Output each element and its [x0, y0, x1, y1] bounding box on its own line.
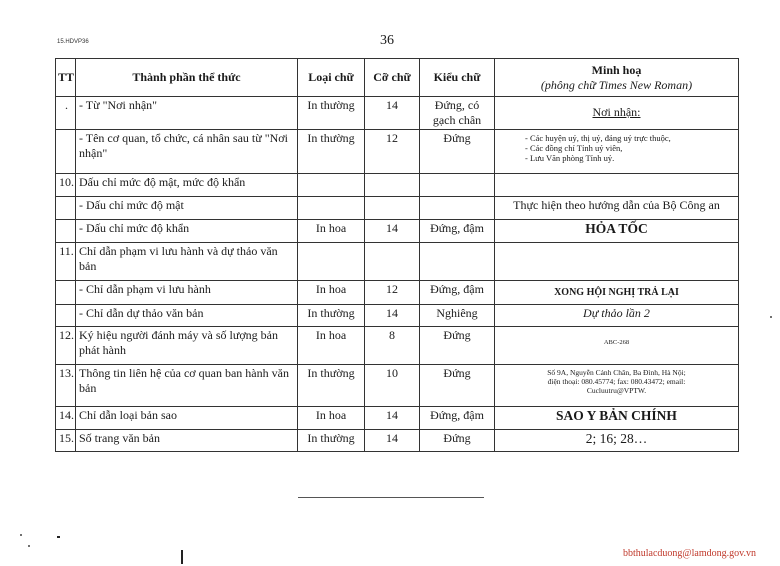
contact-line: Số 9A, Nguyễn Cảnh Chân, Ba Đình, Hà Nội;: [547, 368, 686, 377]
row-font-style: Đứng: [420, 130, 495, 174]
contact-line: Cucluutru@VPTW.: [586, 386, 647, 395]
header-example-subtitle: (phông chữ Times New Roman): [540, 77, 693, 92]
row-component: Chỉ dẫn phạm vi lưu hành và dự thảo văn bản: [76, 243, 298, 281]
draft-example: Dự thảo lần 2: [495, 305, 739, 327]
row-font-type: [298, 243, 365, 281]
row-font-type: In hoa: [298, 281, 365, 305]
row-font-size: 12: [365, 130, 420, 174]
table-row: [56, 97, 739, 130]
row-font-style: Đứng: [420, 327, 495, 365]
header-component: Thành phần thể thức: [76, 59, 298, 97]
row-tt: [56, 220, 76, 243]
row-font-type: [298, 197, 365, 220]
row-font-type: In hoa: [298, 407, 365, 430]
row-component: - Dấu chỉ mức độ khẩn: [76, 220, 298, 243]
typist-code-example: ABC-268: [495, 327, 739, 365]
table-row: [56, 130, 739, 174]
row-font-size: 14: [365, 305, 420, 327]
contact-info-example: [495, 365, 739, 407]
row-font-type: In hoa: [298, 220, 365, 243]
table-row: [56, 281, 739, 305]
contact-line: điện thoại: 080.45774; fax: 080.43472; email:: [547, 377, 686, 386]
row-tt: .: [56, 97, 76, 130]
header-font-type: Loại chữ: [298, 59, 365, 97]
document-code: 15.HDVP36: [57, 39, 89, 45]
row-component: - Tên cơ quan, tổ chức, cá nhân sau từ "Nơi nhận": [76, 130, 298, 174]
scan-dot: [770, 316, 772, 318]
table-row: [56, 220, 739, 243]
table-row: [56, 365, 739, 407]
row-component: Số trang văn bản: [76, 430, 298, 452]
row-tt: [56, 130, 76, 174]
row-font-size: 12: [365, 281, 420, 305]
row-font-size: 14: [365, 220, 420, 243]
noi-nhan-example: Nơi nhận:: [592, 105, 641, 119]
table-row: [56, 197, 739, 220]
row-example: [495, 97, 739, 130]
row-font-type: [298, 174, 365, 197]
page-number: 36: [380, 33, 394, 48]
row-tt: 14.: [56, 407, 76, 430]
table-row: [56, 243, 739, 281]
row-font-style: [420, 174, 495, 197]
row-example: [495, 243, 739, 281]
row-font-style: Đứng, đậm: [420, 407, 495, 430]
row-component: - Chỉ dẫn phạm vi lưu hành: [76, 281, 298, 305]
row-font-type: In thường: [298, 365, 365, 407]
table-header-row: [56, 59, 739, 97]
row-component: Thông tin liên hệ của cơ quan ban hành văn bản: [76, 365, 298, 407]
row-font-style: Đứng, đậm: [420, 281, 495, 305]
recipient-line: - Lưu Văn phòng Tỉnh uỷ.: [525, 153, 615, 163]
row-tt: 11.: [56, 243, 76, 281]
urgent-stamp-example: HỎA TỐC: [495, 220, 739, 243]
row-font-size: 10: [365, 365, 420, 407]
copy-type-example: SAO Y BẢN CHÍNH: [495, 407, 739, 430]
row-font-style: Nghiêng: [420, 305, 495, 327]
row-component: - Từ "Nơi nhận": [76, 97, 298, 130]
row-font-style: [420, 197, 495, 220]
row-font-style: Đứng, đậm: [420, 220, 495, 243]
footer-divider: [298, 497, 484, 498]
table-row: [56, 430, 739, 452]
row-example: [495, 130, 739, 174]
header-tt: TT: [56, 59, 76, 97]
circulation-example: XONG HỘI NGHỊ TRẢ LẠI: [495, 281, 739, 305]
row-example: Thực hiện theo hướng dẫn của Bộ Công an: [495, 197, 739, 220]
recipient-line: - Các huyện uỷ, thị uỷ, đảng uỷ trực thuộc,: [525, 133, 671, 143]
table-row: [56, 305, 739, 327]
row-font-size: [365, 174, 420, 197]
header-example: [495, 59, 739, 97]
row-tt: [56, 197, 76, 220]
row-font-size: 14: [365, 430, 420, 452]
row-component: Chỉ dẫn loại bản sao: [76, 407, 298, 430]
scan-mark: [181, 550, 183, 564]
row-tt: 13.: [56, 365, 76, 407]
row-font-type: In thường: [298, 97, 365, 130]
recipient-line: - Các đồng chí Tỉnh uỷ viên,: [525, 143, 623, 153]
row-tt: 10.: [56, 174, 76, 197]
scan-dot: [28, 545, 30, 547]
row-component: Dấu chỉ mức độ mật, mức độ khẩn: [76, 174, 298, 197]
table-row: [56, 407, 739, 430]
row-font-size: 8: [365, 327, 420, 365]
row-font-size: 14: [365, 97, 420, 130]
row-component: Ký hiệu người đánh máy và số lượng bản phát hành: [76, 327, 298, 365]
row-component: - Dấu chỉ mức độ mật: [76, 197, 298, 220]
row-font-type: In thường: [298, 130, 365, 174]
row-font-size: [365, 243, 420, 281]
format-table: [55, 58, 739, 452]
header-font-size: Cỡ chữ: [365, 59, 420, 97]
row-font-style: Đứng: [420, 365, 495, 407]
header-font-style: Kiểu chữ: [420, 59, 495, 97]
table-row: [56, 174, 739, 197]
row-example: [495, 174, 739, 197]
scan-mark: [57, 536, 60, 538]
page-number-example: 2; 16; 28…: [495, 430, 739, 452]
row-tt: [56, 281, 76, 305]
row-font-type: In hoa: [298, 327, 365, 365]
row-tt: 15.: [56, 430, 76, 452]
row-font-style: Đứng: [420, 430, 495, 452]
row-font-type: In thường: [298, 305, 365, 327]
row-font-style: [420, 243, 495, 281]
row-tt: 12.: [56, 327, 76, 365]
footer-stamp: bbthulacduong@lamdong.gov.vn: [623, 548, 756, 559]
row-font-size: [365, 197, 420, 220]
row-font-size: 14: [365, 407, 420, 430]
row-font-type: In thường: [298, 430, 365, 452]
table-row: [56, 327, 739, 365]
scan-dot: [20, 534, 22, 536]
row-font-style: Đứng, có gạch chân: [420, 97, 495, 130]
header-example-title: Minh hoạ: [591, 62, 642, 77]
row-tt: [56, 305, 76, 327]
row-component: - Chỉ dẫn dự thảo văn bản: [76, 305, 298, 327]
